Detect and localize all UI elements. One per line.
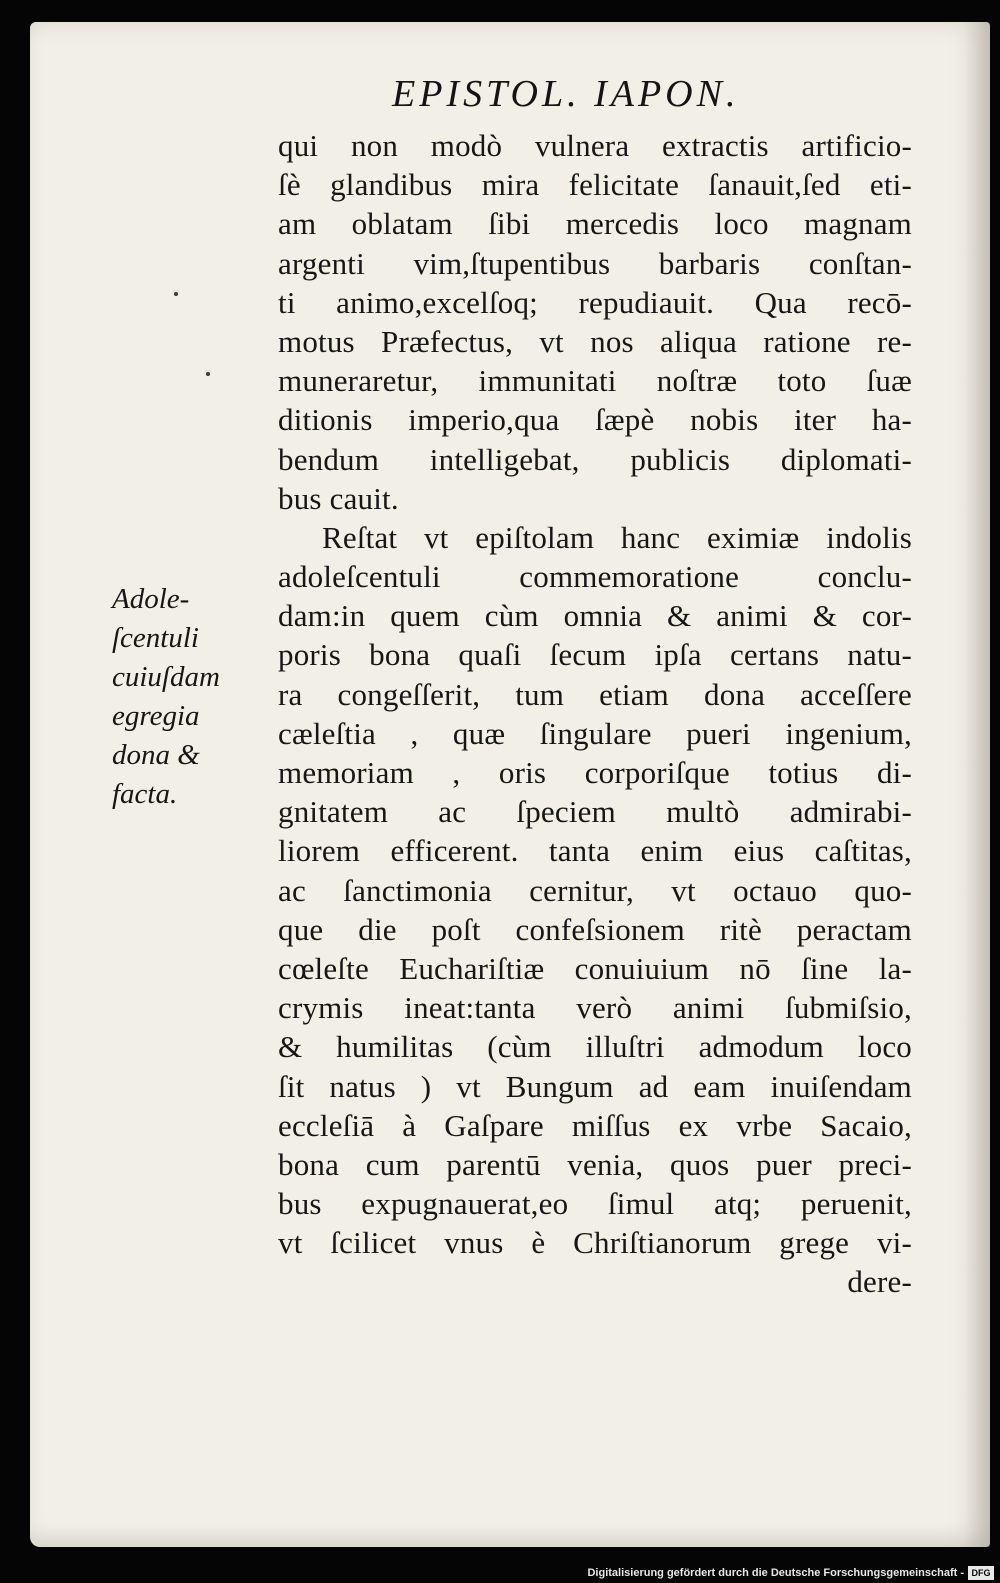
text-line: bendum intelligebat, publicis diplomati- xyxy=(278,441,912,477)
text-line: memoriam , oris corporiſque totius di- xyxy=(278,755,912,790)
funding-credit: Digitalisierung gefördert durch die Deutsche Forschungsgemeinschaft - xyxy=(587,1567,964,1579)
text-line: cæleſtia , quæ ſingulare pueri ingenium, xyxy=(278,715,912,751)
text-line: poris bona quaſi ſecum ipſa certans natu- xyxy=(278,637,912,673)
marginal-note-line: facta. xyxy=(112,778,178,810)
text-line: bona cum parentū venia, quos puer preci- xyxy=(278,1146,912,1182)
marginal-note-line: ſcentuli xyxy=(112,622,199,654)
text-line: eccleſiā à Gaſpare miſſus ex vrbe Sacaio, xyxy=(278,1107,912,1143)
running-head: EPISTOL. IAPON. xyxy=(392,73,740,115)
footer-bar xyxy=(0,1561,1000,1583)
text-line: ſè glandibus mira felicitate ſanauit,ſed eti- xyxy=(278,167,912,203)
text-line: ſit natus ) vt Bungum ad eam inuiſendam xyxy=(278,1068,912,1104)
marginal-note-line: dona & xyxy=(112,739,200,771)
paper-speck xyxy=(174,292,178,296)
text-line: & humilitas (cùm illuſtri admodum loco xyxy=(278,1029,912,1065)
text-line: vt ſcilicet vnus è Chriſtianorum grege vi- xyxy=(278,1225,912,1261)
dfg-logo: DFG xyxy=(968,1566,994,1580)
text-line: muneraretur, immunitati noſtræ toto ſuæ xyxy=(278,363,912,399)
marginal-note-line: egregia xyxy=(112,700,200,732)
catchword: dere- xyxy=(847,1264,912,1300)
text-line: adoleſcentuli commemoratione conclu- xyxy=(278,559,912,595)
text-line: Reſtat vt epiſtolam hanc eximiæ indolis xyxy=(322,519,912,555)
marginal-note xyxy=(112,580,282,814)
paper-speck xyxy=(206,372,210,376)
text-line: ti animo,excelſoq; repudiauit. Qua recō- xyxy=(278,284,912,320)
text-line: que die poſt confeſsionem ritè peractam xyxy=(278,911,912,947)
text-line: ditionis imperio,qua ſæpè nobis iter ha- xyxy=(278,402,912,438)
text-line: qui non modò vulnera extractis artificio- xyxy=(278,128,912,163)
text-line: bus cauit. xyxy=(278,480,399,516)
text-line: ac ſanctimonia cernitur, vt octauo quo- xyxy=(278,872,912,908)
text-line: motus Præfectus, vt nos aliqua ratione re- xyxy=(278,323,912,359)
text-line: ra congeſſerit, tum etiam dona acceſſere xyxy=(278,676,912,712)
text-line: am oblatam ſibi mercedis loco magnam xyxy=(278,206,912,242)
text-line: dam:in quem cùm omnia & animi & cor- xyxy=(278,598,912,634)
marginal-note-line: cuiuſdam xyxy=(112,661,220,693)
text-line: gnitatem ac ſpeciem multò admirabi- xyxy=(278,794,912,830)
body-text xyxy=(278,126,912,1302)
text-line: crymis ineat:tanta verò animi ſubmiſsio, xyxy=(278,990,912,1026)
text-line: cœleſte Euchariſtiæ conuiuium nō ſine la- xyxy=(278,950,912,986)
marginal-note-line: Adole- xyxy=(112,583,190,615)
text-line: liorem efficerent. tanta enim eius caſtitas, xyxy=(278,833,912,869)
text-line: bus expugnauerat,eo ſimul atq; peruenit, xyxy=(278,1186,912,1222)
text-line: argenti vim,ſtupentibus barbaris conſtan- xyxy=(278,245,912,281)
page-edge-shadow xyxy=(964,22,990,1547)
